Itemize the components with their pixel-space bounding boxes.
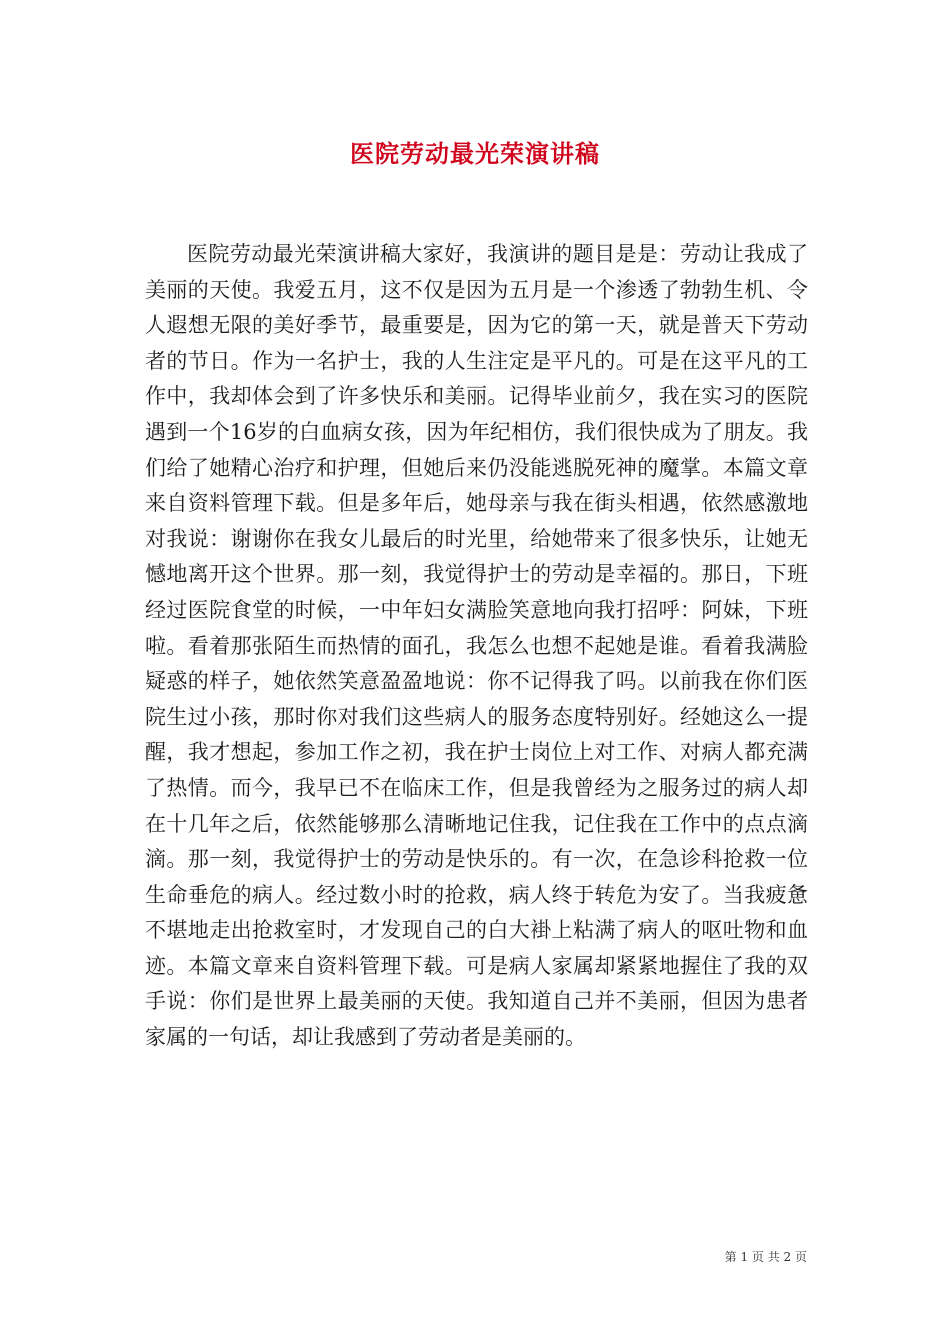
page-number-footer: 第 1 页 共 2 页 [724,1250,807,1264]
body-paragraph: 医院劳动最光荣演讲稿大家好，我演讲的题目是是：劳动让我成了美丽的天使。我爱五月，这不仅是因为五月是一个渗透了勃勃生机、令人遐想无限的美好季节，最重要是，因为它的第一天，就是普天下劳动者的节日。作为一名护士，我的人生注定是平凡的。可是在这平凡的工作中，我却体会到了许多快乐和美丽。记得毕业前夕，我在实习的医院遇到一个16岁的白血病女孩，因为年纪相仿，我们很快成为了朋友。我们给了她精心治疗和护理，但她后来仍没能逃脱死神的魔掌。本篇文章来自资料管理下载。但是多年后，她母亲与我在街头相遇，依然感激地对我说：谢谢你在我女儿最后的时光里，给她带来了很多快乐，让她无憾地离开这个世界。那一刻，我觉得护士的劳动是幸福的。那日，下班经过医院食堂的时候，一中年妇女满脸笑意地向我打招呼：阿妹，下班啦。看着那张陌生而热情的面孔，我怎么也想不起她是谁。看着我满脸疑惑的样子，她依然笑意盈盈地说：你不记得我了吗。以前我在你们医院生过小孩，那时你对我们这些病人的服务态度特别好。经她这么一提醒，我才想起，参加工作之初，我在护士岗位上对工作、对病人都充满了热情。而今，我早已不在临床工作，但是我曾经为之服务过的病人却在十几年之后，依然能够那么清晰地记住我，记住我在工作中的点点滴滴。那一刻，我觉得护士的劳动是快乐的。有一次，在急诊科抢救一位生命垂危的病人。经过数小时的抢救，病人终于转危为安了。当我疲惫不堪地走出抢救室时，才发现自己的白大褂上粘满了病人的呕吐物和血迹。本篇文章来自资料管理下载。可是病人家属却紧紧地握住了我的双手说：你们是世界上最美丽的天使。我知道自己并不美丽，但因为患者家属的一句话，却让我感到了劳动者是美丽的。 [145,242,808,1050]
document-title: 医院劳动最光荣演讲稿 [350,139,600,168]
